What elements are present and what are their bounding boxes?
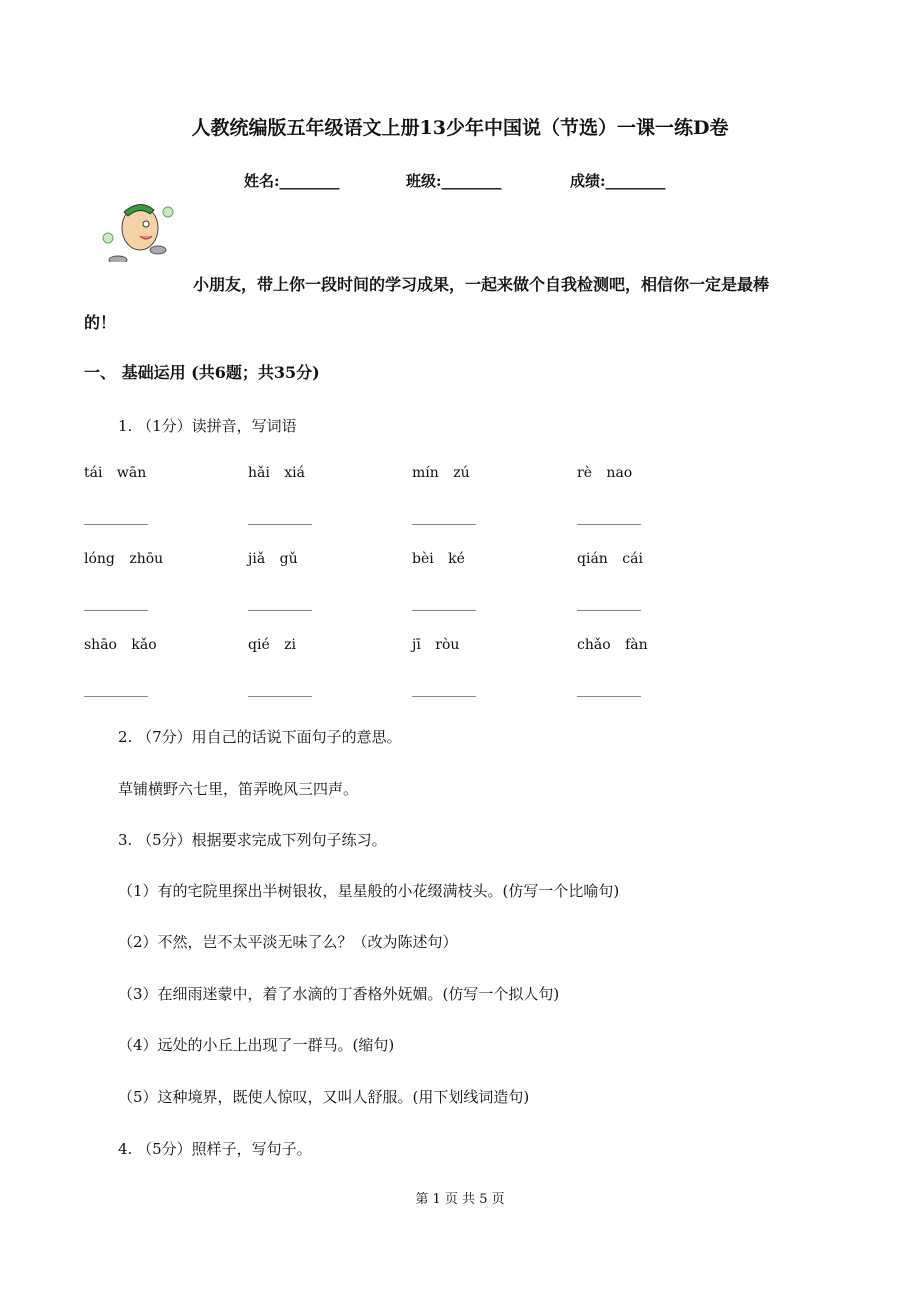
answer-blank[interactable] xyxy=(577,696,641,697)
class-field: 班级:________ xyxy=(406,172,502,190)
answer-blank[interactable] xyxy=(412,610,476,611)
q3-item: （4）远处的小丘上出现了一群马。(缩句) xyxy=(118,1036,395,1054)
pinyin-word: hǎi xiá xyxy=(248,465,306,481)
q3-item: （3）在细雨迷蒙中，着了水滴的丁香格外妩媚。(仿写一个拟人句) xyxy=(118,985,560,1003)
pinyin-word: qián cái xyxy=(577,551,643,567)
mascot-image xyxy=(100,198,180,262)
question-3: 3. （5分）根据要求完成下列句子练习。 xyxy=(118,831,387,849)
question-2: 2. （7分）用自己的话说下面句子的意思。 xyxy=(118,728,402,746)
pinyin-word: shāo kǎo xyxy=(84,637,157,653)
pinyin-word: qié zi xyxy=(248,637,297,653)
pinyin-word: tái wān xyxy=(84,465,147,481)
q3-item: （2）不然，岂不太平淡无味了么？（改为陈述句） xyxy=(118,933,458,951)
page-title: 人教统编版五年级语文上册13少年中国说（节选）一课一练D卷 xyxy=(191,117,729,139)
question-1: 1. （1分）读拼音，写词语 xyxy=(118,417,297,435)
pinyin-word: jiǎ gǔ xyxy=(248,551,298,567)
answer-blank[interactable] xyxy=(84,696,148,697)
pinyin-word: chǎo fàn xyxy=(577,637,648,653)
pinyin-word: lóng zhōu xyxy=(84,551,164,567)
answer-blank[interactable] xyxy=(577,524,641,525)
pinyin-word: bèi ké xyxy=(412,551,465,567)
section-heading: 一、 基础运用 (共6题；共35分) xyxy=(84,363,320,382)
answer-blank[interactable] xyxy=(248,696,312,697)
q3-item: （5）这种境界，既使人惊叹，又叫人舒服。(用下划线词造句) xyxy=(118,1088,530,1106)
pinyin-word: jī ròu xyxy=(412,637,460,653)
name-field: 姓名:________ xyxy=(244,172,340,190)
answer-blank[interactable] xyxy=(84,524,148,525)
intro-text-end: 的！ xyxy=(84,313,117,332)
answer-blank[interactable] xyxy=(248,610,312,611)
answer-blank[interactable] xyxy=(84,610,148,611)
answer-blank[interactable] xyxy=(412,696,476,697)
pinyin-word: rè nao xyxy=(577,465,633,481)
q3-item: （1）有的宅院里探出半树银妆，星星般的小花缀满枝头。(仿写一个比喻句) xyxy=(118,882,620,900)
pinyin-word: mín zú xyxy=(412,465,470,481)
answer-blank[interactable] xyxy=(248,524,312,525)
question-2-text: 草铺横野六七里，笛弄晚风三四声。 xyxy=(118,780,359,798)
page-footer: 第 1 页 共 5 页 xyxy=(415,1192,505,1207)
score-field: 成绩:________ xyxy=(570,172,666,190)
question-4: 4. （5分）照样子，写句子。 xyxy=(118,1140,312,1158)
answer-blank[interactable] xyxy=(412,524,476,525)
intro-text: 小朋友，带上你一段时间的学习成果，一起来做个自我检测吧，相信你一定是最棒 xyxy=(193,275,770,294)
answer-blank[interactable] xyxy=(577,610,641,611)
